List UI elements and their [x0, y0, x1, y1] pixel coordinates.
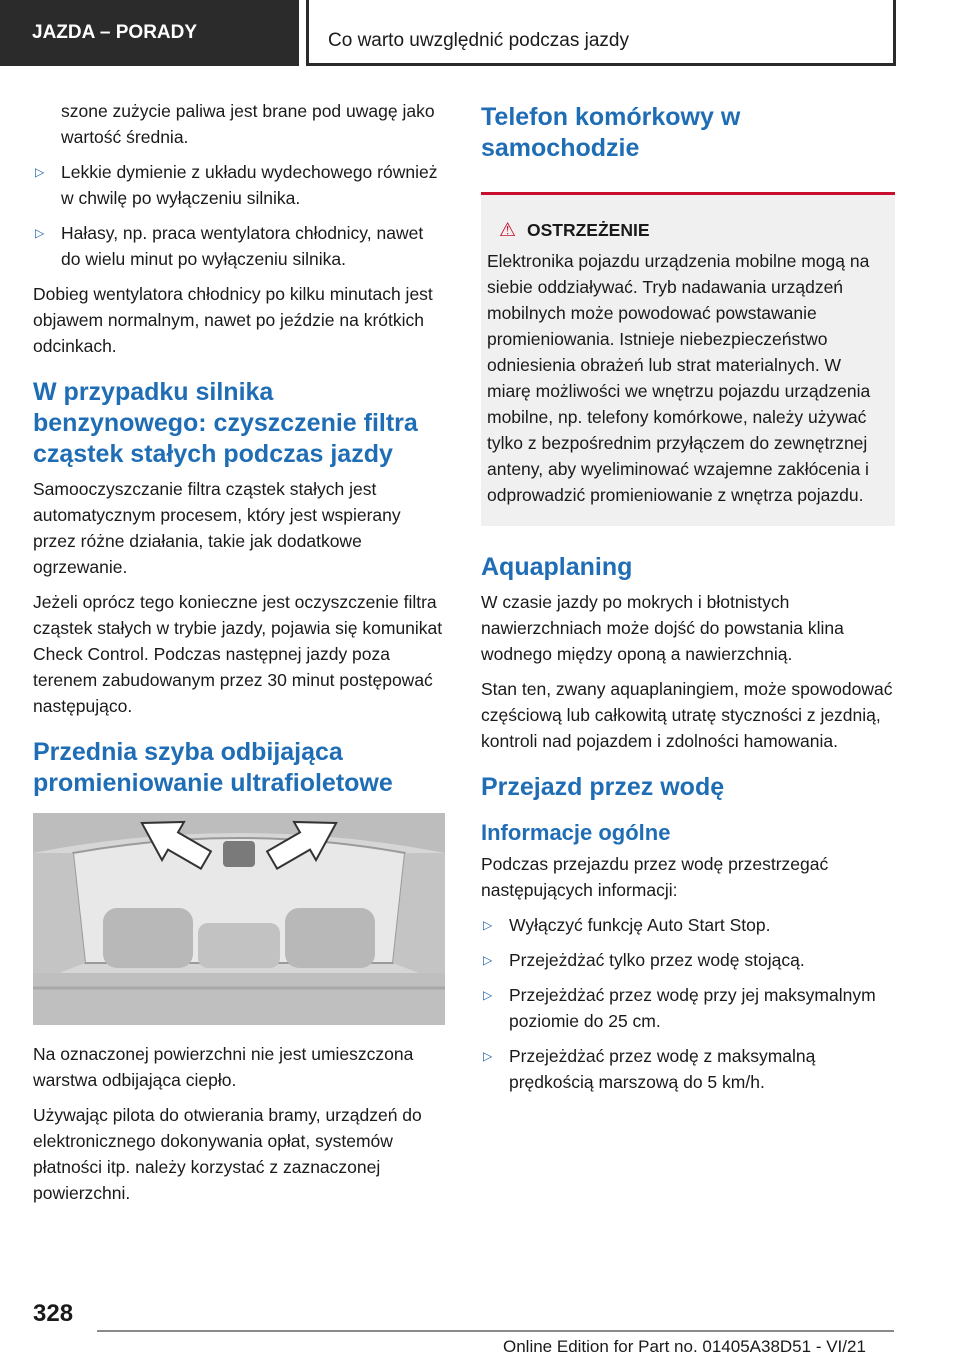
paragraph: Podczas przejazdu przez wodę przestrzegać następujących informacji: — [481, 854, 829, 900]
list-item: ▷ Hałasy, np. praca wentylatora chłodnicy, nawet do wielu minut po wyłączeniu silnika. — [33, 220, 445, 272]
windshield-illustration — [33, 813, 445, 1025]
bullet-triangle-icon: ▷ — [483, 988, 493, 1002]
footer-divider — [97, 1330, 894, 1332]
paragraph: Dobieg wentylatora chłodnicy po kilku minutach jest objawem normalnym, nawet po jeździe na krótkich odcinkach. — [33, 284, 433, 356]
warning-header: ⚠ OSTRZEŻENIE — [487, 217, 885, 244]
subheading-general-info: Informacje ogólne — [481, 820, 671, 845]
heading-windshield: Przednia szyba odbijająca promieniowanie ultrafioletowe — [33, 738, 393, 797]
list-item: ▷ Przejeżdżać tylko przez wodę stojącą. — [481, 947, 895, 973]
left-column — [33, 98, 445, 1215]
bullet-triangle-icon: ▷ — [35, 226, 45, 240]
heading-water-crossing: Przejazd przez wodę — [481, 773, 725, 801]
page-number: 328 — [33, 1300, 74, 1327]
bullet-triangle-icon: ▷ — [483, 918, 493, 932]
paragraph: Stan ten, zwany aquaplaningiem, może spowodować częściową lub całkowitą utratę styczności z jezdnią, kontroli nad pojazdem i zdolności hamowania. — [481, 679, 893, 751]
list-item: ▷ Przejeżdżać przez wodę z maksymalną prędkością marszową do 5 km/h. — [481, 1043, 895, 1095]
right-column — [481, 98, 895, 1104]
warning-text: Elektronika pojazdu urządzenia mobilne mogą na siebie oddziaływać. Tryb nadawania urządzeń mobilnych może powodować powstawanie promieniowania. Istnieje niebezpieczeństwo odniesienia obrażeń lub strat materialnych. W miarę możliwości we wnętrzu pojazdu urządzenia mobilne, np. telefony komórkowe, należy używać tylko z bezpośrednim przyłączem do zewnętrznej anteny, aby wyeliminować wzajemne zakłócenia i odprowadzić promieniowanie z wnętrza pojazdu. — [487, 251, 871, 505]
paragraph: W czasie jazdy po mokrych i błotnistych nawierzchniach może dojść do powstania klina wodnego między oponą a nawierzchnią. — [481, 592, 844, 664]
bullet-triangle-icon: ▷ — [483, 953, 493, 967]
bullet-triangle-icon: ▷ — [483, 1049, 493, 1063]
paragraph: Samooczyszczanie filtra cząstek stałych jest automatycznym procesem, który jest wspierany przez różne działania, takie jak dodatkowe ogrzewanie. — [33, 479, 401, 577]
list-item: ▷ Lekkie dymienie z układu wydechowego również w chwilę po wyłączeniu silnika. — [33, 159, 445, 211]
page-header — [0, 0, 960, 66]
paragraph: Jeżeli oprócz tego konieczne jest oczyszczenie filtra cząstek stałych w trybie jazdy, pojawia się komunikat Check Control. Podczas następnej jazdy poza terenem zabudowanym przez 30 minut postępować następująco. — [33, 592, 443, 716]
heading-aquaplaning: Aquaplaning — [481, 553, 633, 581]
paragraph: Używając pilota do otwierania bramy, urządzeń do elektronicznego dokonywania opłat, systemów płatności itp. należy korzystać z zaznaczonej powierzchni. — [33, 1105, 422, 1203]
section-tab: JAZDA – PORADY — [0, 0, 299, 66]
list-item-continuation: szone zużycie paliwa jest brane pod uwagę jako wartość średnia. — [61, 101, 435, 147]
heading-petrol-filter: W przypadku silnika benzynowego: czyszczenie filtra cząstek stałych podczas jazdy — [33, 378, 418, 468]
warning-box — [481, 192, 895, 526]
list-item: ▷ Przejeżdżać przez wodę przy jej maksymalnym poziomie do 25 cm. — [481, 982, 895, 1034]
heading-mobile-phone: Telefon komórkowy w samochodzie — [481, 103, 741, 162]
chapter-title: Co warto uwzględnić podczas jazdy — [328, 30, 629, 51]
footer-edition: Online Edition for Part no. 01405A38D51 - VI/21 — [503, 1337, 866, 1356]
bullet-triangle-icon: ▷ — [35, 165, 45, 179]
list-item: ▷ Wyłączyć funkcję Auto Start Stop. — [481, 912, 895, 938]
paragraph: Na oznaczonej powierzchni nie jest umieszczona warstwa odbijająca ciepło. — [33, 1044, 414, 1090]
warning-triangle-icon: ⚠ — [499, 220, 517, 241]
car-interior-image — [33, 813, 445, 1025]
